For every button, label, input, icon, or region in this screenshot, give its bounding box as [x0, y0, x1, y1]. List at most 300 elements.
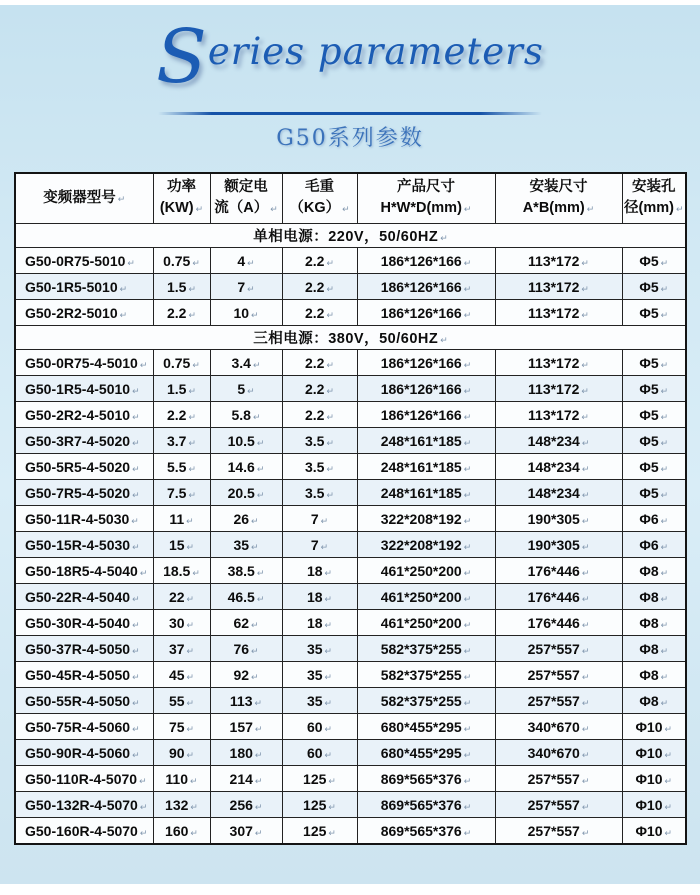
- return-mark-icon: ↵: [132, 385, 140, 396]
- return-mark-icon: ↵: [320, 541, 329, 552]
- table-row: [15, 792, 686, 818]
- return-mark-icon: ↵: [581, 827, 590, 838]
- return-mark-icon: ↵: [463, 283, 472, 294]
- return-mark-icon: ↵: [440, 335, 448, 345]
- table-cell: 148*234 ↵: [495, 454, 622, 480]
- return-mark-icon: ↵: [192, 257, 200, 268]
- return-mark-icon: ↵: [463, 749, 472, 760]
- return-mark-icon: ↵: [463, 567, 472, 578]
- header-product-size-line1: 产品尺寸: [397, 179, 455, 195]
- return-mark-icon: ↵: [324, 723, 333, 734]
- return-mark-icon: ↵: [254, 697, 263, 708]
- table-cell: 35 ↵: [210, 532, 282, 558]
- return-mark-icon: ↵: [586, 204, 595, 214]
- return-mark-icon: ↵: [660, 645, 669, 656]
- table-row: [15, 480, 686, 506]
- table-cell: Φ5 ↵: [622, 376, 686, 402]
- table-row: [15, 350, 686, 376]
- table-cell: 176*446 ↵: [495, 584, 622, 610]
- table-cell: 113*172 ↵: [495, 350, 622, 376]
- header-model-label: 变频器型号: [43, 189, 116, 206]
- table-cell: 2.2 ↵: [282, 248, 357, 274]
- table-cell: 257*557 ↵: [495, 662, 622, 688]
- table-cell: 5.5 ↵: [153, 454, 210, 480]
- return-mark-icon: ↵: [131, 515, 139, 526]
- table-cell: Φ8 ↵: [622, 610, 686, 636]
- table-cell: 125 ↵: [282, 766, 357, 792]
- section-row: [15, 224, 686, 248]
- return-mark-icon: ↵: [190, 775, 198, 786]
- header-gross-weight-line1: 毛重: [305, 179, 334, 195]
- return-mark-icon: ↵: [581, 619, 590, 630]
- model-cell: G50-1R5-4-5010 ↵: [15, 376, 153, 402]
- table-cell: 461*250*200 ↵: [357, 584, 495, 610]
- header-rated-current: [210, 173, 282, 224]
- return-mark-icon: ↵: [132, 671, 140, 682]
- return-mark-icon: ↵: [581, 749, 590, 760]
- table-cell: 35 ↵: [282, 636, 357, 662]
- table-cell: 322*208*192 ↵: [357, 532, 495, 558]
- return-mark-icon: ↵: [188, 411, 196, 422]
- return-mark-icon: ↵: [581, 775, 590, 786]
- table-cell: 869*565*376 ↵: [357, 818, 495, 845]
- header-divider-line: [158, 112, 542, 115]
- model-cell: G50-160R-4-5070 ↵: [15, 818, 153, 845]
- table-cell: 257*557 ↵: [495, 636, 622, 662]
- table-header-row: [15, 173, 686, 224]
- return-mark-icon: ↵: [463, 437, 472, 448]
- return-mark-icon: ↵: [326, 257, 334, 268]
- table-cell: 7 ↵: [282, 506, 357, 532]
- table-cell: 3.7 ↵: [153, 428, 210, 454]
- return-mark-icon: ↵: [256, 463, 265, 474]
- table-cell: 38.5 ↵: [210, 558, 282, 584]
- return-mark-icon: ↵: [664, 749, 673, 760]
- header-mounting-size-line2: A*B(mm) ↵: [522, 200, 595, 216]
- return-mark-icon: ↵: [251, 309, 259, 320]
- return-mark-icon: ↵: [463, 827, 472, 838]
- return-mark-icon: ↵: [660, 309, 669, 320]
- header-mounting-size: [495, 173, 622, 224]
- return-mark-icon: ↵: [127, 257, 135, 268]
- return-mark-icon: ↵: [139, 801, 148, 812]
- table-cell: Φ5 ↵: [622, 350, 686, 376]
- table-cell: 113*172 ↵: [495, 274, 622, 300]
- return-mark-icon: ↵: [132, 723, 140, 734]
- return-mark-icon: ↵: [660, 283, 669, 294]
- return-mark-icon: ↵: [326, 437, 334, 448]
- table-row: [15, 636, 686, 662]
- return-mark-icon: ↵: [326, 359, 334, 370]
- header-mounting-size-line1: 安装尺寸: [529, 179, 588, 195]
- table-cell: 35 ↵: [282, 662, 357, 688]
- return-mark-icon: ↵: [660, 437, 669, 448]
- parameters-table: [14, 172, 687, 845]
- table-cell: 113*172 ↵: [495, 248, 622, 274]
- return-mark-icon: ↵: [119, 283, 128, 294]
- table-row: [15, 506, 686, 532]
- return-mark-icon: ↵: [251, 671, 259, 682]
- table-cell: 0.75 ↵: [153, 248, 210, 274]
- model-cell: G50-0R75-5010 ↵: [15, 248, 153, 274]
- return-mark-icon: ↵: [463, 385, 472, 396]
- table-cell: 186*126*166 ↵: [357, 402, 495, 428]
- table-cell: 680*455*295 ↵: [357, 714, 495, 740]
- return-mark-icon: ↵: [324, 645, 333, 656]
- model-cell: G50-30R-4-5040 ↵: [15, 610, 153, 636]
- return-mark-icon: ↵: [139, 827, 148, 838]
- table-cell: 113*172 ↵: [495, 300, 622, 326]
- table-cell: 18 ↵: [282, 584, 357, 610]
- table-cell: 257*557 ↵: [495, 792, 622, 818]
- table-cell: 26 ↵: [210, 506, 282, 532]
- table-cell: 214 ↵: [210, 766, 282, 792]
- return-mark-icon: ↵: [132, 749, 140, 760]
- return-mark-icon: ↵: [254, 749, 263, 760]
- table-cell: 160 ↵: [153, 818, 210, 845]
- return-mark-icon: ↵: [581, 671, 590, 682]
- table-cell: 257*557 ↵: [495, 688, 622, 714]
- table-cell: 45 ↵: [153, 662, 210, 688]
- return-mark-icon: ↵: [195, 204, 204, 214]
- table-cell: Φ5 ↵: [622, 454, 686, 480]
- return-mark-icon: ↵: [328, 775, 336, 786]
- return-mark-icon: ↵: [463, 775, 472, 786]
- table-cell: 257*557 ↵: [495, 818, 622, 845]
- table-row: [15, 248, 686, 274]
- return-mark-icon: ↵: [247, 283, 255, 294]
- return-mark-icon: ↵: [463, 359, 472, 370]
- return-mark-icon: ↵: [251, 541, 259, 552]
- return-mark-icon: ↵: [581, 437, 590, 448]
- table-cell: 3.5 ↵: [282, 454, 357, 480]
- table-cell: 176*446 ↵: [495, 610, 622, 636]
- return-mark-icon: ↵: [660, 567, 669, 578]
- return-mark-icon: ↵: [186, 515, 194, 526]
- table-cell: 461*250*200 ↵: [357, 558, 495, 584]
- table-cell: 22 ↵: [153, 584, 210, 610]
- return-mark-icon: ↵: [342, 204, 350, 214]
- model-cell: G50-37R-4-5050 ↵: [15, 636, 153, 662]
- header-mounting-hole: [622, 173, 686, 224]
- return-mark-icon: ↵: [463, 645, 472, 656]
- return-mark-icon: ↵: [132, 593, 140, 604]
- table-cell: 113*172 ↵: [495, 402, 622, 428]
- table-cell: 248*161*185 ↵: [357, 454, 495, 480]
- return-mark-icon: ↵: [660, 593, 669, 604]
- table-cell: 186*126*166 ↵: [357, 274, 495, 300]
- return-mark-icon: ↵: [254, 723, 263, 734]
- model-cell: G50-90R-4-5060 ↵: [15, 740, 153, 766]
- return-mark-icon: ↵: [463, 723, 472, 734]
- table-cell: 190*305 ↵: [495, 532, 622, 558]
- return-mark-icon: ↵: [440, 233, 448, 243]
- table-row: [15, 532, 686, 558]
- return-mark-icon: ↵: [186, 697, 195, 708]
- return-mark-icon: ↵: [188, 463, 196, 474]
- table-row: [15, 584, 686, 610]
- table-cell: Φ8 ↵: [622, 636, 686, 662]
- return-mark-icon: ↵: [256, 567, 265, 578]
- header-mounting-hole-line1: 安装孔: [632, 179, 676, 195]
- return-mark-icon: ↵: [463, 801, 472, 812]
- return-mark-icon: ↵: [664, 775, 673, 786]
- return-mark-icon: ↵: [581, 593, 590, 604]
- table-cell: 582*375*255 ↵: [357, 662, 495, 688]
- return-mark-icon: ↵: [247, 385, 255, 396]
- logo-text: eries parameters: [207, 30, 544, 73]
- table-cell: 60 ↵: [282, 740, 357, 766]
- table-cell: 37 ↵: [153, 636, 210, 662]
- model-cell: G50-1R5-5010 ↵: [15, 274, 153, 300]
- return-mark-icon: ↵: [581, 515, 590, 526]
- table-row: [15, 376, 686, 402]
- header-gross-weight: [282, 173, 357, 224]
- table-row: [15, 688, 686, 714]
- return-mark-icon: ↵: [119, 309, 128, 320]
- return-mark-icon: ↵: [132, 645, 140, 656]
- section-row: [15, 326, 686, 350]
- parameters-table-wrapper: [14, 172, 687, 845]
- return-mark-icon: ↵: [251, 619, 259, 630]
- table-cell: 18 ↵: [282, 610, 357, 636]
- model-cell: G50-3R7-4-5020 ↵: [15, 428, 153, 454]
- table-cell: 113 ↵: [210, 688, 282, 714]
- header-power-line1: 功率: [167, 179, 196, 195]
- return-mark-icon: ↵: [188, 309, 196, 320]
- table-row: [15, 766, 686, 792]
- table-cell: 2.2 ↵: [282, 300, 357, 326]
- model-cell: G50-2R2-5010 ↵: [15, 300, 153, 326]
- return-mark-icon: ↵: [132, 697, 140, 708]
- return-mark-icon: ↵: [463, 411, 472, 422]
- table-row: [15, 274, 686, 300]
- table-cell: 340*670 ↵: [495, 714, 622, 740]
- return-mark-icon: ↵: [463, 204, 472, 214]
- return-mark-icon: ↵: [320, 515, 329, 526]
- table-cell: Φ8 ↵: [622, 662, 686, 688]
- return-mark-icon: ↵: [581, 723, 590, 734]
- table-cell: 176*446 ↵: [495, 558, 622, 584]
- return-mark-icon: ↵: [252, 411, 261, 422]
- table-cell: 582*375*255 ↵: [357, 636, 495, 662]
- table-cell: 18.5 ↵: [153, 558, 210, 584]
- return-mark-icon: ↵: [186, 593, 195, 604]
- table-cell: 11 ↵: [153, 506, 210, 532]
- table-cell: 180 ↵: [210, 740, 282, 766]
- return-mark-icon: ↵: [664, 827, 673, 838]
- return-mark-icon: ↵: [328, 827, 336, 838]
- table-cell: Φ8 ↵: [622, 688, 686, 714]
- table-body: [15, 224, 686, 845]
- return-mark-icon: ↵: [326, 309, 334, 320]
- table-row: [15, 300, 686, 326]
- series-parameters-logo: [0, 14, 700, 100]
- return-mark-icon: ↵: [326, 411, 334, 422]
- model-cell: G50-11R-4-5030 ↵: [15, 506, 153, 532]
- table-cell: 62 ↵: [210, 610, 282, 636]
- return-mark-icon: ↵: [252, 359, 261, 370]
- model-cell: G50-55R-4-5050 ↵: [15, 688, 153, 714]
- table-row: [15, 610, 686, 636]
- table-cell: 20.5 ↵: [210, 480, 282, 506]
- table-cell: 248*161*185 ↵: [357, 428, 495, 454]
- return-mark-icon: ↵: [581, 411, 589, 422]
- header-gross-weight-line2: （KG） ↵: [289, 200, 350, 216]
- table-cell: 10 ↵: [210, 300, 282, 326]
- table-cell: 186*126*166 ↵: [357, 376, 495, 402]
- return-mark-icon: ↵: [326, 489, 334, 500]
- model-cell: G50-75R-4-5060 ↵: [15, 714, 153, 740]
- return-mark-icon: ↵: [254, 775, 263, 786]
- return-mark-icon: ↵: [581, 645, 590, 656]
- return-mark-icon: ↵: [132, 437, 140, 448]
- table-cell: 1.5 ↵: [153, 376, 210, 402]
- return-mark-icon: ↵: [188, 385, 196, 396]
- table-cell: Φ10 ↵: [622, 714, 686, 740]
- page-title: G50系列参数: [276, 126, 424, 151]
- table-cell: Φ5 ↵: [622, 480, 686, 506]
- return-mark-icon: ↵: [463, 671, 472, 682]
- table-cell: 1.5 ↵: [153, 274, 210, 300]
- table-row: [15, 558, 686, 584]
- table-cell: 5.8 ↵: [210, 402, 282, 428]
- return-mark-icon: ↵: [270, 204, 278, 214]
- table-cell: 125 ↵: [282, 818, 357, 845]
- return-mark-icon: ↵: [132, 411, 140, 422]
- model-cell: G50-15R-4-5030 ↵: [15, 532, 153, 558]
- table-cell: 5 ↵: [210, 376, 282, 402]
- return-mark-icon: ↵: [188, 489, 196, 500]
- return-mark-icon: ↵: [581, 283, 589, 294]
- return-mark-icon: ↵: [463, 257, 472, 268]
- return-mark-icon: ↵: [463, 619, 472, 630]
- header-rated-current-line1: 额定电: [224, 179, 268, 195]
- return-mark-icon: ↵: [660, 515, 669, 526]
- table-cell: 148*234 ↵: [495, 428, 622, 454]
- return-mark-icon: ↵: [186, 671, 195, 682]
- return-mark-icon: ↵: [463, 463, 472, 474]
- return-mark-icon: ↵: [581, 697, 590, 708]
- table-cell: 46.5 ↵: [210, 584, 282, 610]
- table-cell: 307 ↵: [210, 818, 282, 845]
- table-cell: Φ10 ↵: [622, 766, 686, 792]
- return-mark-icon: ↵: [664, 801, 673, 812]
- header-mounting-hole-line2: 径(mm) ↵: [624, 200, 684, 216]
- table-row: [15, 454, 686, 480]
- table-cell: 2.2 ↵: [282, 376, 357, 402]
- return-mark-icon: ↵: [326, 463, 334, 474]
- table-cell: 3.5 ↵: [282, 480, 357, 506]
- return-mark-icon: ↵: [190, 801, 198, 812]
- return-mark-icon: ↵: [132, 541, 140, 552]
- return-mark-icon: ↵: [117, 193, 126, 204]
- table-cell: 18 ↵: [282, 558, 357, 584]
- table-cell: Φ5 ↵: [622, 300, 686, 326]
- table-cell: Φ6 ↵: [622, 506, 686, 532]
- table-cell: 148*234 ↵: [495, 480, 622, 506]
- table-row: [15, 740, 686, 766]
- model-cell: G50-7R5-4-5020 ↵: [15, 480, 153, 506]
- table-cell: 132 ↵: [153, 792, 210, 818]
- table-row: [15, 662, 686, 688]
- table-cell: 869*565*376 ↵: [357, 766, 495, 792]
- table-cell: 60 ↵: [282, 714, 357, 740]
- table-cell: 0.75 ↵: [153, 350, 210, 376]
- return-mark-icon: ↵: [324, 567, 333, 578]
- section-label: 单相电源：220V，50/60HZ ↵: [15, 224, 686, 248]
- return-mark-icon: ↵: [463, 309, 472, 320]
- return-mark-icon: ↵: [139, 359, 148, 370]
- table-header: [15, 173, 686, 224]
- return-mark-icon: ↵: [660, 697, 669, 708]
- table-cell: 869*565*376 ↵: [357, 792, 495, 818]
- return-mark-icon: ↵: [324, 697, 333, 708]
- table-cell: 7.5 ↵: [153, 480, 210, 506]
- return-mark-icon: ↵: [463, 593, 472, 604]
- table-cell: Φ10 ↵: [622, 818, 686, 845]
- table-cell: 3.4 ↵: [210, 350, 282, 376]
- return-mark-icon: ↵: [186, 749, 195, 760]
- return-mark-icon: ↵: [581, 257, 589, 268]
- table-cell: 582*375*255 ↵: [357, 688, 495, 714]
- return-mark-icon: ↵: [132, 463, 140, 474]
- table-cell: 2.2 ↵: [282, 350, 357, 376]
- return-mark-icon: ↵: [581, 463, 590, 474]
- model-cell: G50-2R2-4-5010 ↵: [15, 402, 153, 428]
- table-cell: Φ10 ↵: [622, 740, 686, 766]
- table-cell: 157 ↵: [210, 714, 282, 740]
- return-mark-icon: ↵: [581, 489, 590, 500]
- return-mark-icon: ↵: [256, 489, 265, 500]
- return-mark-icon: ↵: [660, 257, 669, 268]
- header-power: [153, 173, 210, 224]
- table-row: [15, 402, 686, 428]
- table-cell: Φ10 ↵: [622, 792, 686, 818]
- return-mark-icon: ↵: [463, 515, 472, 526]
- table-cell: 2.2 ↵: [282, 402, 357, 428]
- return-mark-icon: ↵: [251, 645, 259, 656]
- return-mark-icon: ↵: [192, 359, 200, 370]
- table-cell: 257*557 ↵: [495, 766, 622, 792]
- table-cell: 10.5 ↵: [210, 428, 282, 454]
- return-mark-icon: ↵: [463, 697, 472, 708]
- return-mark-icon: ↵: [192, 567, 200, 578]
- return-mark-icon: ↵: [139, 567, 148, 578]
- table-cell: 110 ↵: [153, 766, 210, 792]
- model-cell: G50-18R5-4-5040 ↵: [15, 558, 153, 584]
- return-mark-icon: ↵: [251, 515, 259, 526]
- return-mark-icon: ↵: [581, 541, 590, 552]
- return-mark-icon: ↵: [660, 411, 669, 422]
- return-mark-icon: ↵: [581, 359, 589, 370]
- header-power-line2: (KW) ↵: [159, 200, 204, 216]
- table-cell: Φ8 ↵: [622, 584, 686, 610]
- table-cell: 186*126*166 ↵: [357, 350, 495, 376]
- return-mark-icon: ↵: [581, 801, 590, 812]
- return-mark-icon: ↵: [664, 723, 673, 734]
- return-mark-icon: ↵: [660, 489, 669, 500]
- table-row: [15, 428, 686, 454]
- table-cell: 55 ↵: [153, 688, 210, 714]
- table-cell: 90 ↵: [153, 740, 210, 766]
- table-cell: 340*670 ↵: [495, 740, 622, 766]
- table-cell: 2.2 ↵: [282, 274, 357, 300]
- model-cell: G50-45R-4-5050 ↵: [15, 662, 153, 688]
- return-mark-icon: ↵: [581, 309, 589, 320]
- table-cell: 4 ↵: [210, 248, 282, 274]
- table-cell: 7 ↵: [210, 274, 282, 300]
